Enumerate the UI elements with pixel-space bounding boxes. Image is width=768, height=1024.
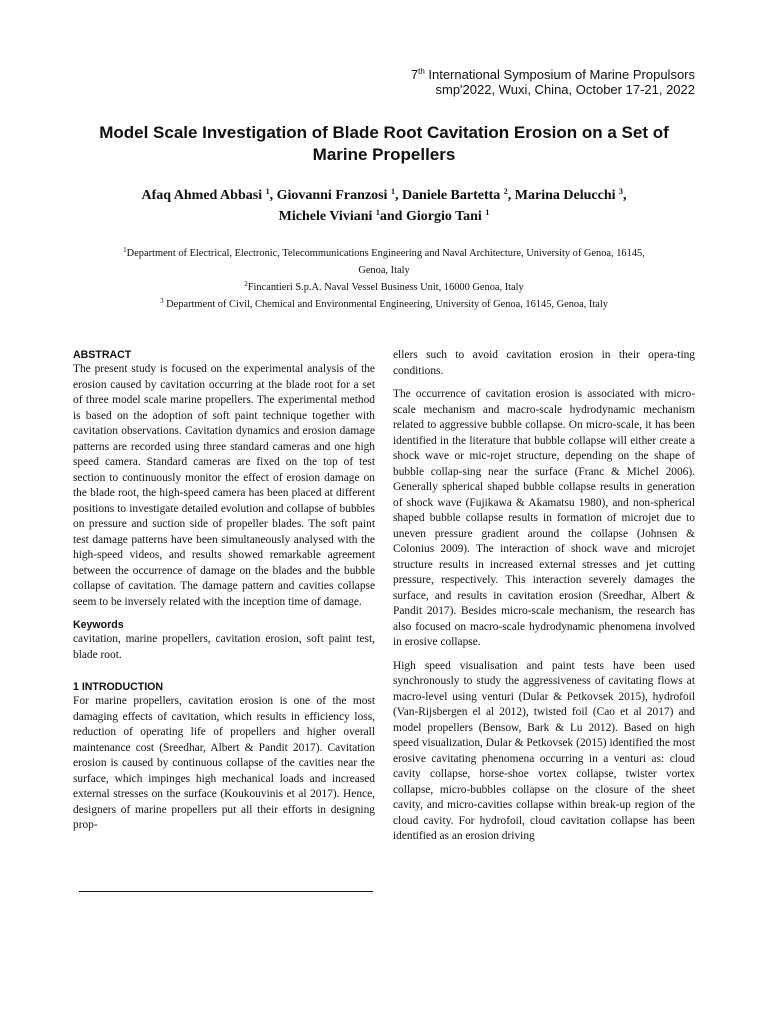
author-line-2: Michele Viviani $^1$and Giorgio Tani $^1$: [278, 208, 490, 224]
abstract-heading: ABSTRACT: [73, 349, 132, 361]
author-name: Giovanni Franzosi: [276, 188, 391, 203]
ordinal-suffix: th: [418, 67, 425, 76]
affiliation-item: $^2$Fincantieri S.p.A. Naval Vessel Business Unit, 16000 Genoa, Italy: [244, 280, 524, 293]
spacer: [73, 671, 375, 680]
left-column: [73, 348, 375, 834]
intro-paragraph-2: The occurrence of cavitation erosion is associated with micro-scale mechanism and macro-scale hydrodynamic mechanism related to aggressive bubble collapse. On micro-scale, it has been identified in the literature that bubble collapse will either create a shock wave or mic-rojet structure, depending on the shape of bubble collap-sing near the surface (Franc & Michel 2006). Generally spherical shaped bubble collapse results in generation of shock wave (Fujikawa & Akamatsu 1980), and non-spherical shaped bubble collapse results in formation of microjet due to uneven pressure gradient around the collapse (Johnsen & Colonius 2009). The interaction of shock wave and microjet structure results in increased external stresses and jet cutting pressure, respectively. This interaction severely damages the surface, and results in cavitation erosion (Sreedhar, Albert & Pandit 2017). Besides micro-scale mechanism, the research has also focused on macro-scale hydrodynamic phenomena involved in erosive collapse.: [393, 388, 695, 648]
affiliation-item: $^1$Department of Electrical, Electronic, Telecommunications Engineering and Naval Architecture, University of Genoa, 16145,: [123, 246, 645, 259]
intro-paragraph-3: High speed visualisation and paint tests have been used synchronously to study the aggressiveness of cavitating flows at macro-level using venturi (Dular & Petkovsek 2015), hydrofoil (Van-Rijsbergen el al 2012), twisted foil (Cao et al 2017) and model propellers (Bensow, Bark & Lu 2012). Based on high speed visualization, Dular & Petkovsek (2015) identified the most erosive cavitating phenomena occurring in a venturi as: cloud cavity collapse, horse-shoe vortex collapse, twister vortex collapse, micro-bubbles collapse on the closure of the sheet cavity, and micro-cavities collapse within break-up region of the cloud cavity. For hydrofoil, cloud cavitation collapse has been identified as an erosion driving: [393, 659, 695, 842]
author-line-1: Afaq Ahmed Abbasi $^1$, Giovanni Franzosi $^1$, Daniele Bartetta $^2$, Marina Delucchi $^3$,: [141, 187, 627, 203]
paper-title: Model Scale Investigation of Blade Root Cavitation Erosion on a Set of Marine Propellers: [99, 123, 669, 164]
intro-paragraph-1-continued: ellers such to avoid cavitation erosion in their opera-ting conditions.: [393, 349, 695, 377]
footnote-rule: [79, 891, 373, 892]
introduction-heading: 1 INTRODUCTION: [73, 681, 164, 693]
author-list: [60, 185, 708, 227]
conference-venue: smp'2022, Wuxi, China, October 17-21, 2022: [435, 82, 695, 97]
author-name: Marina Delucchi: [514, 188, 620, 203]
affiliation-item: $^3$ Department of Civil, Chemical and Environmental Engineering, University of Genoa, 16145, Genoa, Italy: [160, 297, 608, 310]
affiliation-list: [60, 245, 708, 313]
keywords-heading: Keywords: [73, 619, 124, 631]
author-name: Daniele Bartetta: [401, 188, 504, 203]
affiliation-item-continued: Genoa, Italy: [358, 265, 410, 276]
author-name: Afaq Ahmed Abbasi: [141, 188, 266, 203]
author-name: Michele Viviani: [278, 209, 376, 224]
conference-name: 7th International Symposium of Marine Propulsors: [410, 67, 695, 82]
abstract-text: The present study is focused on the experimental analysis of the erosion caused by cavitation occurring at the blade root for a set of three model scale marine propellers. The experimental method is based on the adoption of soft paint technique together with cavitation observations. Cavitation dynamics and erosion damage patterns are recorded using three standard cameras and one high speed camera. Standard cameras are fixed on the top of test section to continuously monitor the effect of erosion damage on the blade root, the high-speed camera has been placed at different positions to investigate detailed evolution and collapse of bubbles on pressure and suction side of propeller blades. The soft paint test damage patterns have been simultaneously analysed with the high-speed videos, and results showed remarkable agreement between the occurrence of damage on the blades and the bubble collapse of cavitation. The damage pattern and cavities collapse seem to be inversely related with the inception time of damage.: [73, 363, 375, 608]
intro-paragraph-1: For marine propellers, cavitation erosion is one of the most damaging effects of cavitation, which results in efficiency loss, reduction of operating life of propellers and higher overall maintenance cost (Sreedhar, Albert & Pandit 2017). Cavitation erosion is caused by continuous collapse of the cavities near the surface, which impinges high mechanical loads and increased external stresses on the surface (Koukouvinis et al 2017). Hence, designers of marine propellers put all their efforts in designing prop-: [73, 695, 375, 831]
keywords-text: cavitation, marine propellers, cavitation erosion, soft paint test, blade root.: [73, 633, 375, 661]
right-column: [393, 348, 695, 845]
author-name: and Giorgio Tani: [379, 209, 486, 224]
conference-header: [411, 67, 695, 97]
